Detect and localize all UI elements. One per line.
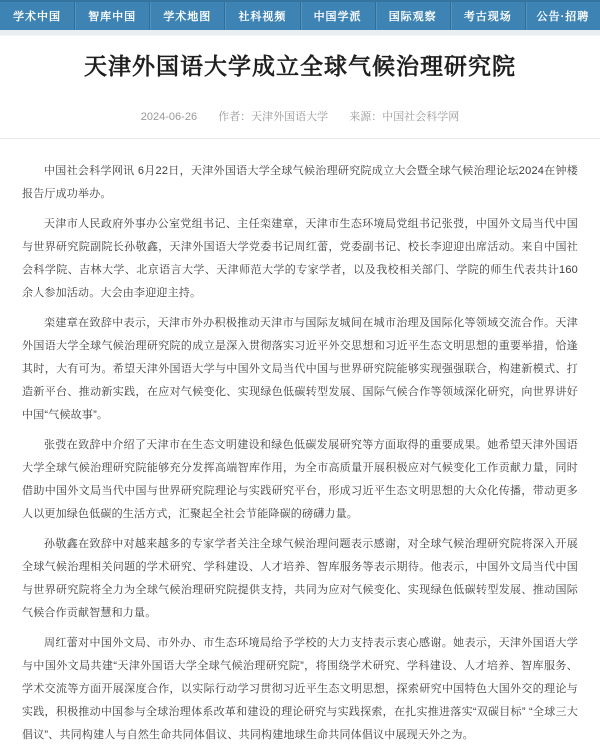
- nav-item-international-observation[interactable]: 国际观察: [375, 2, 450, 30]
- nav-item-archaeology-site[interactable]: 考古现场: [450, 2, 525, 30]
- article: [0, 51, 600, 747]
- nav-item-thinktank-china[interactable]: 智库中国: [74, 2, 149, 30]
- article-meta: [0, 108, 600, 124]
- nav-item-announcements-recruitment[interactable]: 公告·招聘: [525, 2, 600, 30]
- meta-author: 作者：天津外国语大学: [218, 111, 329, 123]
- meta-source: 来源：中国社会科学网: [349, 111, 460, 123]
- nav-item-academic-china[interactable]: 学术中国: [13, 11, 62, 23]
- article-paragraph: 周红蕾对中国外文局、市外办、市生态环境局给予学校的大力支持表示衷心感谢。她表示，天津外国语大学与中国外文局共建“天津外国语大学全球气候治理研究院”，将围绕学术研究、学科建设、人才培养、智库服务、学术交流等方面开展深度合作，以实际行动学习贯彻习近平生态文明思想，探索研究中国特色大国外交的理论与实践，积极推动中国参与全球治理体系改革和建设的理论研究与实践探索，在扎实推进落实“双碳目标” “全球三大倡议”、共同构建人与自然生命共同体倡议、共同构建地球生命共同体倡议中展现天外之为。: [22, 637, 578, 741]
- nav-item-social-science-video[interactable]: 社科视频: [224, 2, 299, 30]
- article-body: [0, 139, 600, 747]
- meta-date: 2024-06-26: [140, 111, 198, 123]
- article-paragraph: 栾建章在致辞中表示，天津市外办积极推动天津市与国际友城间在城市治理及国际化等领域交流合作。天津外国语大学全球气候治理研究院的成立是深入贯彻落实习近平外交思想和习近平生态文明思想的重要举措，恰逢其时，大有可为。希望天津外国语大学与中国外文局当代中国与世界研究院能够实现强强联合，构建新模式、打造新平台、推动新实践，在应对气候变化、实现绿色低碳转型发展、国际气候合作等领域深化研究，向世界讲好中国“气候故事”。: [22, 317, 578, 421]
- article-paragraph: 孙敬鑫在致辞中对越来越多的专家学者关注全球气候治理问题表示感谢，对全球气候治理研究院将深入开展全球气候治理相关问题的学术研究、学科建设、人才培养、智库服务等表示期待。他表示，中国外文局当代中国与世界研究院将全力为全球气候治理研究院提供支持，共同为应对气候变化、实现绿色低碳转型发展、推动国际气候合作贡献智慧和力量。: [22, 538, 578, 619]
- nav-item-china-school[interactable]: 中国学派: [300, 2, 375, 30]
- page-title: 天津外国语大学成立全球气候治理研究院: [84, 53, 516, 79]
- article-paragraph: 天津市人民政府外事办公室党组书记、主任栾建章，天津市生态环境局党组书记张弢，中国外文局当代中国与世界研究院副院长孙敬鑫，天津外国语大学党委书记周红蕾，党委副书记、校长李迎迎出席活动。来自中国社会科学院、吉林大学、北京语言大学、天津师范大学的专家学者，以及我校相关部门、学院的师生代表共计160余人参加活动。大会由李迎迎主持。: [22, 218, 578, 299]
- nav-item-academic-map[interactable]: 学术地图: [149, 2, 224, 30]
- top-navigation: [0, 0, 600, 30]
- article-paragraph: 张弢在致辞中介绍了天津市在生态文明建设和绿色低碳发展研究等方面取得的重要成果。她希望天津外国语大学全球气候治理研究院能够充分发挥高端智库作用，为全市高质量开展积极应对气候变化工作贡献力量，同时借助中国外文局当代中国与世界研究院理论与实践研究平台，形成习近平生态文明思想的大众化传播，带动更多人以更加绿色低碳的生活方式，汇聚起全社会节能降碳的磅礴力量。: [22, 439, 578, 520]
- article-paragraph: 中国社会科学网讯 6月22日，天津外国语大学全球气候治理研究院成立大会暨全球气候治理论坛2024在钟楼报告厅成功举办。: [22, 165, 578, 200]
- nav-bottom-strip: [0, 30, 600, 36]
